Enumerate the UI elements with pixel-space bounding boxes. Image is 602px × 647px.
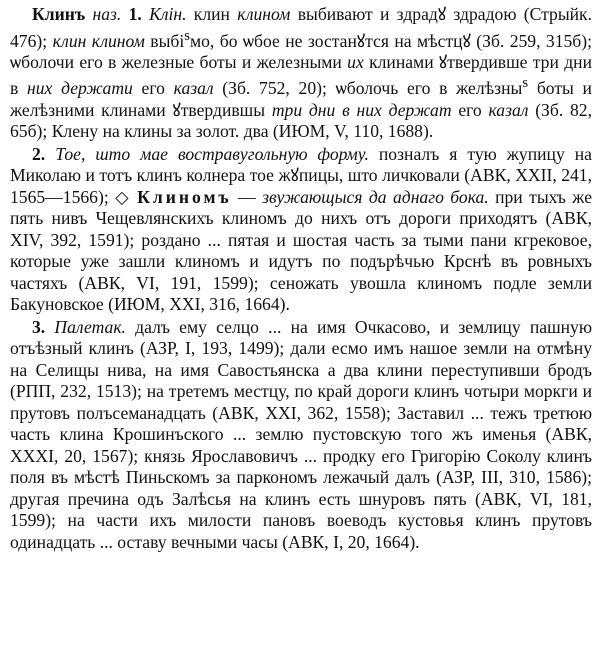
- citation-italic: клин клином: [52, 30, 145, 51]
- part-of-speech: наз.: [92, 4, 122, 24]
- citation-italic: их: [347, 51, 364, 72]
- citation-text: позналъ я тую жупицу на Миколаю и тотъ клинъ колнера тое жꙋпицы, што личковали (АВК, XXII, 241, 1565—1566); ◇: [10, 143, 592, 207]
- entry-sense-1: [10, 4, 592, 143]
- sense-gloss: Палетак.: [54, 316, 126, 337]
- citation-text: мо, бо ѡбое не зостанꙋтся на мѣстцꙋ (Зб. 259, 315б); ѡболочи его в железные боты и железными: [10, 30, 592, 72]
- citation-italic: три дни в них держат: [271, 99, 452, 120]
- sense-gloss: Тое, што мае востравугольную форму.: [55, 143, 369, 164]
- sense-number: 3.: [32, 316, 46, 337]
- citation-italic: казал: [173, 78, 214, 99]
- citation-text: —: [231, 186, 263, 207]
- citation-italic: клином: [237, 4, 291, 24]
- phrase-gloss: звужающыся да аднаго бока.: [262, 186, 489, 207]
- sense-number: 1.: [128, 4, 142, 24]
- citation-text: его: [451, 99, 489, 120]
- citation-text: клин: [186, 4, 238, 24]
- sense-gloss: Клін.: [149, 4, 187, 24]
- entry-sense-2: [10, 144, 592, 316]
- citation-text: выбивают и здрадꙋ здрадою (Стрыйк. 476);: [10, 4, 593, 51]
- citation-italic: держати: [61, 78, 133, 99]
- sense-number: 2.: [32, 143, 46, 164]
- citation-italic: казал: [488, 99, 529, 120]
- phrase-headword: Клиномъ: [137, 186, 232, 207]
- citation-text: [52, 78, 61, 98]
- citation-text: клинами ꙋтвердивше три дни в: [10, 51, 592, 99]
- citation-text: далъ ему селцо ... на имя Очкасово, и землицу пашную отъѣзный клинъ (АЗР, I, 193, 1499); дали есмо имъ нашое земли на отмѣну на Селищы нива, на имя Савостьянска а два клини переступивши бродъ (РПП, 232, 1513); на третемъ местцу, по край дороги клинъ чотыри моркги и прутовъ полъсеманадцать (АВК, XXI, 362, 1558); Заставил ... тежъ третюю часть клина Крошинъского ... землю пустовскую того жъ именья (АВК, XXXI, 20, 1567); князь Ярославовичъ ... продку его Григорію Соколу клинъ поля въ мѣстѣ Пиньскомъ за паркономъ лежачый далъ (АЗР, III, 310, 1586); другая пречина одъ Залѣсья на клинъ есть шнуровъ пять (АВК, VI, 181, 1599); на части ихъ милости пановъ воеводъ кустовья клинъ прутовъ одинадцать ... оставу вечными часы (АВК, I, 20, 1664).: [10, 316, 592, 552]
- superscript-letter: s: [522, 75, 529, 92]
- citation-text: при тыхъ же пять нивъ Чещевлянскихъ клиномъ до нихъ отъ дороги приходятъ (АВК, XIV, 392, 1591); роздано ... пятая и шостая часть за тыми пани кгрековое, которые уже зашли клиномъ и идутъ по подърѣчью Крснѣ въ ровныхъ частяхъ (АВК, VI, 191, 1599); сеножать увошла клиномъ подле земли Бакуновское (ИЮМ, XXI, 316, 1664).: [10, 186, 592, 315]
- entry-sense-3: [10, 317, 592, 554]
- citation-text: выбі: [144, 30, 185, 51]
- citation-text: (Зб. 82, 65б); Клену на клины за золот. два (ИЮМ, V, 110, 1688).: [10, 99, 592, 142]
- citation-text: боты и желѣзними клинами ꙋтвердившы: [10, 78, 592, 120]
- citation-text: его: [132, 78, 174, 99]
- superscript-letter: s: [184, 27, 190, 44]
- entry-headword: Клинъ: [32, 4, 86, 24]
- citation-italic: них: [27, 78, 53, 99]
- citation-text: (Зб. 752, 20); ѡболочь его в желѣзны: [213, 78, 523, 99]
